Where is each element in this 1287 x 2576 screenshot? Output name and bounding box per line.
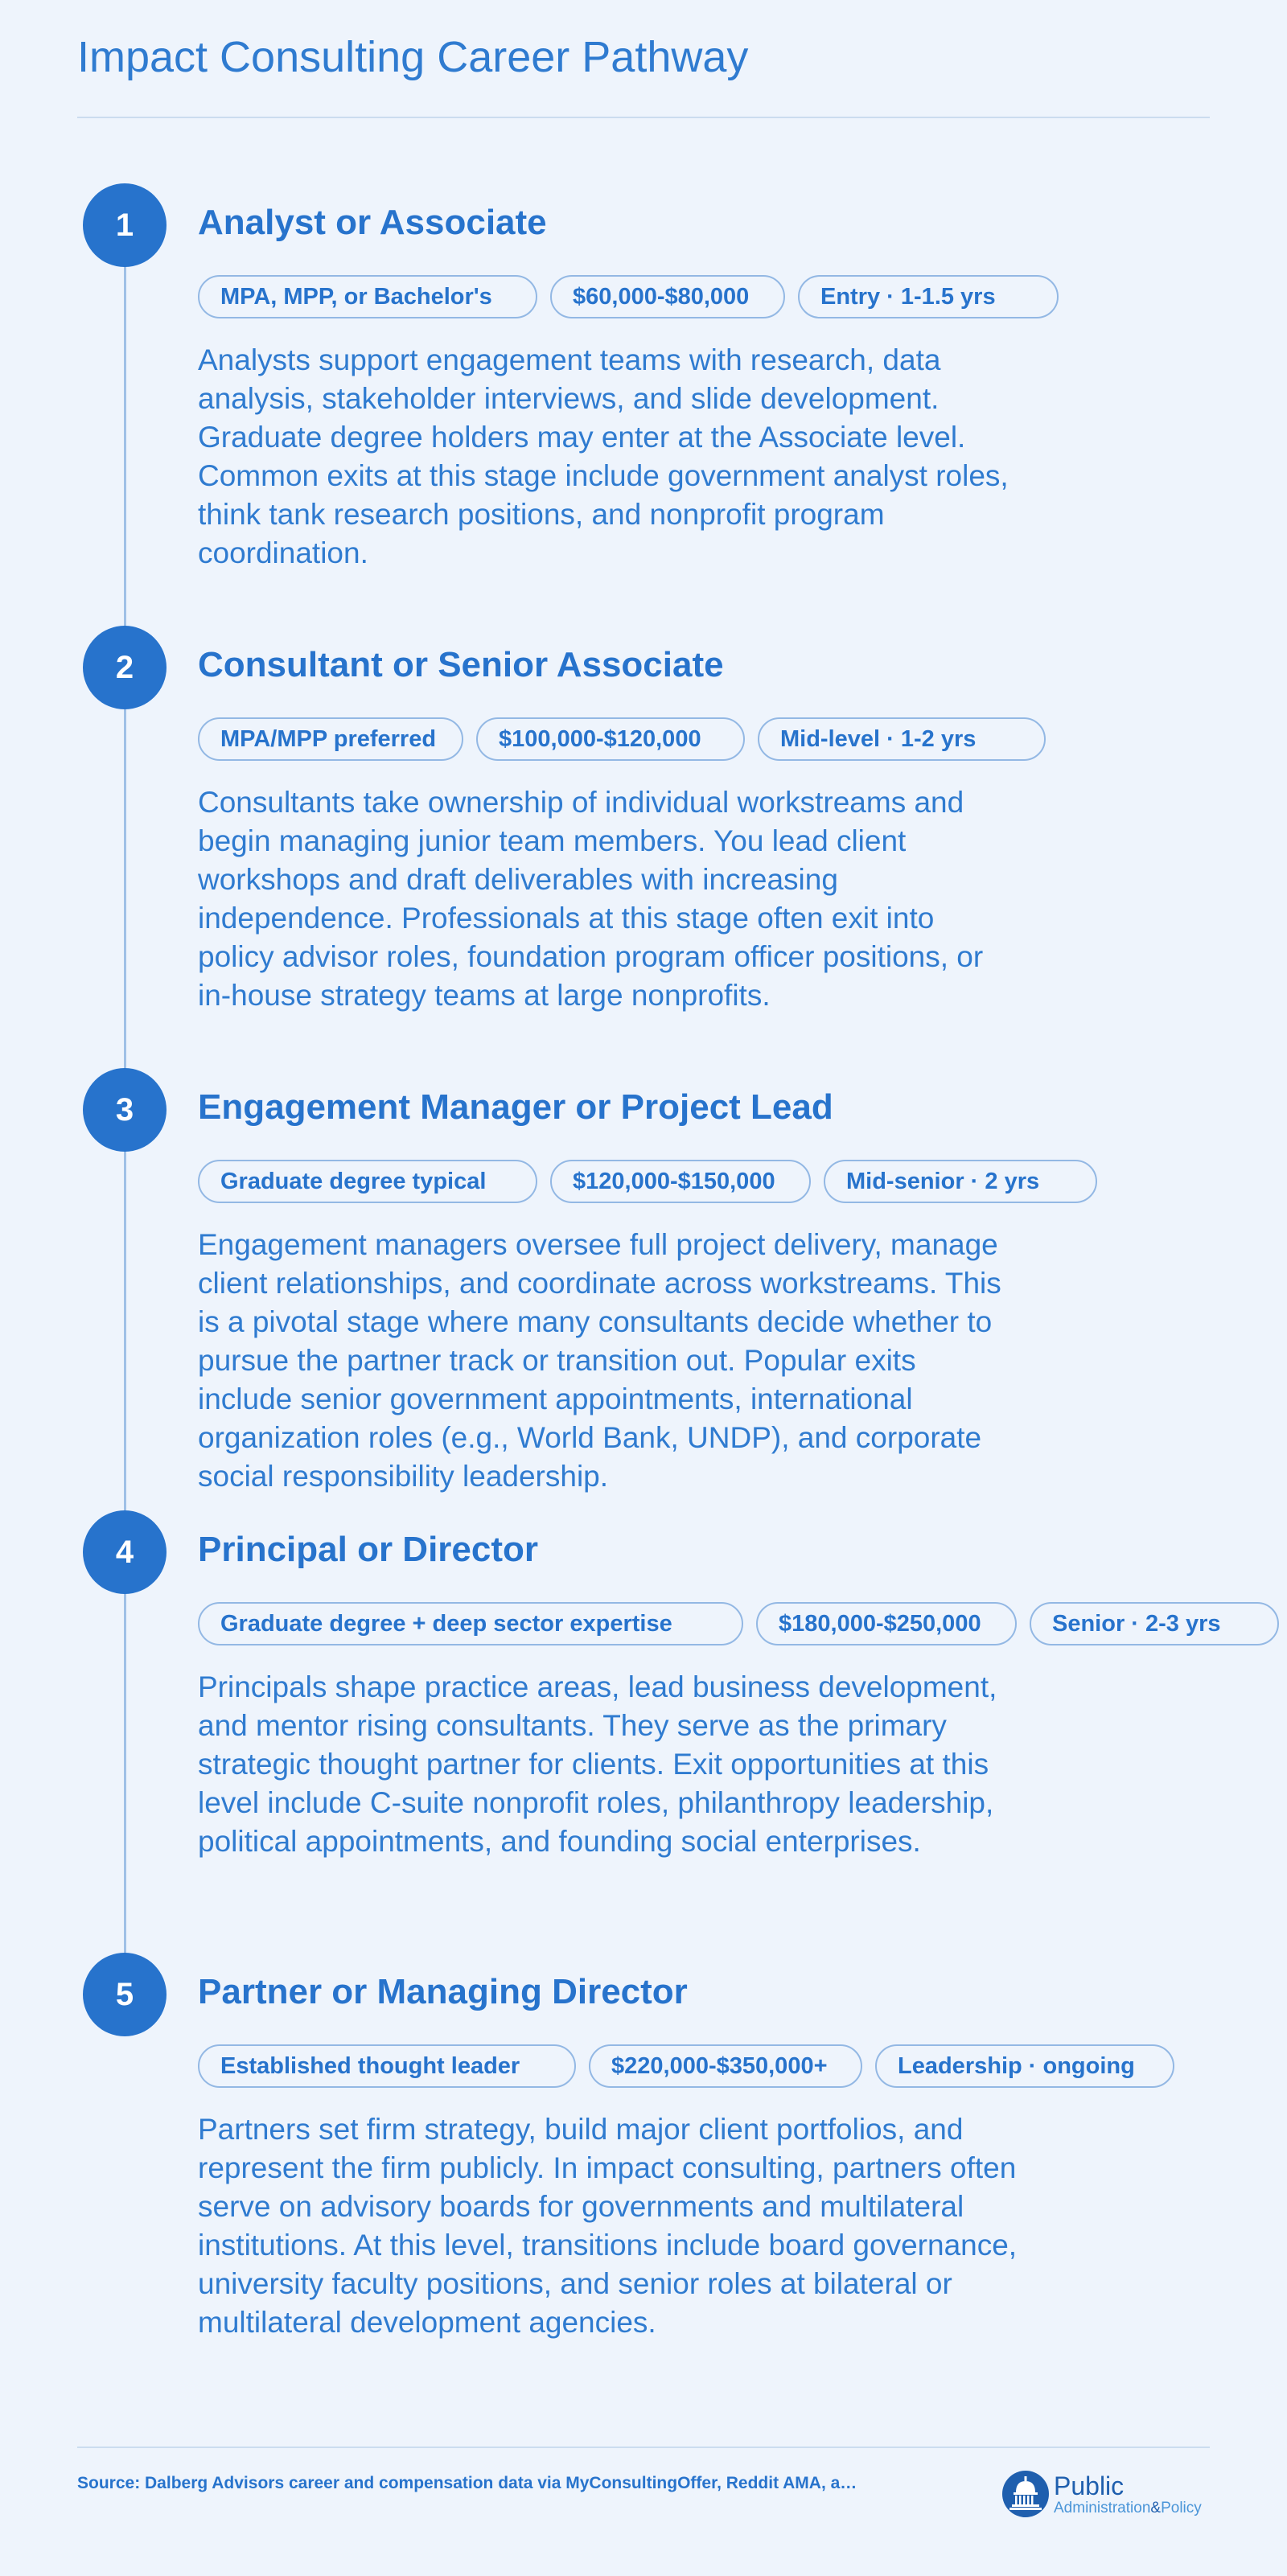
- header-divider: [77, 117, 1210, 118]
- stage-tags: [198, 2044, 1174, 2088]
- level-tag: Leadership · ongoing: [875, 2044, 1174, 2088]
- level-tag: Entry · 1-1.5 yrs: [798, 275, 1059, 318]
- stage-description: Consultants take ownership of individual workstreams and begin managing junior team members. You lead client workshops and draft deliverables with increasing independence. Professionals at this stage often exit into policy advisor roles, foundation program officer positions, or in-house strategy teams at large nonprofits.: [198, 786, 984, 1012]
- stage-title: Principal or Director: [198, 1530, 539, 1569]
- logo-ampersand: &: [1150, 2499, 1162, 2516]
- stage-number-badge: 4: [83, 1510, 167, 1594]
- capitol-dome-icon: [1001, 2469, 1051, 2519]
- stage-title: Engagement Manager or Project Lead: [198, 1087, 833, 1127]
- footer-divider: [77, 2447, 1210, 2448]
- stage-tags: [198, 717, 1046, 761]
- education-tag: MPA/MPP preferred: [198, 717, 463, 761]
- stage-description: Partners set firm strategy, build major client portfolios, and represent the firm publicly. In impact consulting, partners often serve on advisory boards for governments and multilateral institutions. At this level, transitions include board governance, university faculty positions, and senior roles at bilateral or multilateral development agencies.: [198, 2113, 1018, 2339]
- stage-description: Principals shape practice areas, lead business development, and mentor rising consultants. They serve as the primary strategic thought partner for clients. Exit opportunities at this level include C-suite nonprofit roles, philanthropy leadership, political appointments, and founding social enterprises.: [198, 1670, 997, 1858]
- stage-tags: [198, 1602, 1279, 1645]
- stage-title: Partner or Managing Director: [198, 1972, 688, 2011]
- stage-number-badge: 2: [83, 626, 167, 709]
- stage-number-badge: 5: [83, 1953, 167, 2036]
- education-tag: Graduate degree + deep sector expertise: [198, 1602, 743, 1645]
- stage-number-badge: 1: [83, 183, 167, 267]
- stage-tags: [198, 275, 1059, 318]
- education-tag: Graduate degree typical: [198, 1160, 537, 1203]
- salary-tag: $100,000-$120,000: [476, 717, 745, 761]
- brand-logo: [1001, 2466, 1202, 2522]
- salary-tag: $60,000-$80,000: [550, 275, 785, 318]
- source-note: Source: Dalberg Advisors career and compensation data via MyConsultingOffer, Reddit AMA, a…: [77, 2474, 857, 2492]
- education-tag: MPA, MPP, or Bachelor's: [198, 275, 537, 318]
- salary-tag: $220,000-$350,000+: [589, 2044, 862, 2088]
- logo-word-administration: Administration: [1054, 2499, 1151, 2516]
- level-tag: Mid-level · 1-2 yrs: [758, 717, 1046, 761]
- logo-wordmark-line2: [1054, 2500, 1202, 2516]
- education-tag: Established thought leader: [198, 2044, 576, 2088]
- stage-number-badge: 3: [83, 1068, 167, 1152]
- level-tag: Mid-senior · 2 yrs: [824, 1160, 1097, 1203]
- stage-description: Engagement managers oversee full project delivery, manage client relationships, and coordinate across workstreams. This is a pivotal stage where many consultants decide whether to pursue the partner track or transition out. Popular exits include senior government appointments, international organization roles (e.g., World Bank, UNDP), and corporate social responsibility leadership.: [198, 1228, 1001, 1493]
- stage-title: Consultant or Senior Associate: [198, 645, 724, 684]
- stage-title: Analyst or Associate: [198, 203, 547, 242]
- salary-tag: $180,000-$250,000: [756, 1602, 1017, 1645]
- logo-wordmark-line1: Public: [1054, 2471, 1125, 2500]
- stage-tags: [198, 1160, 1097, 1203]
- logo-word-policy: Policy: [1161, 2499, 1202, 2516]
- page-title: Impact Consulting Career Pathway: [77, 33, 749, 81]
- salary-tag: $120,000-$150,000: [550, 1160, 811, 1203]
- stage-description: Analysts support engagement teams with research, data analysis, stakeholder interviews, and slide development. Graduate degree holders may enter at the Associate level. Common exits at this stage include government analyst roles, think tank research positions, and nonprofit program coordination.: [198, 343, 1009, 569]
- level-tag: Senior · 2-3 yrs: [1030, 1602, 1279, 1645]
